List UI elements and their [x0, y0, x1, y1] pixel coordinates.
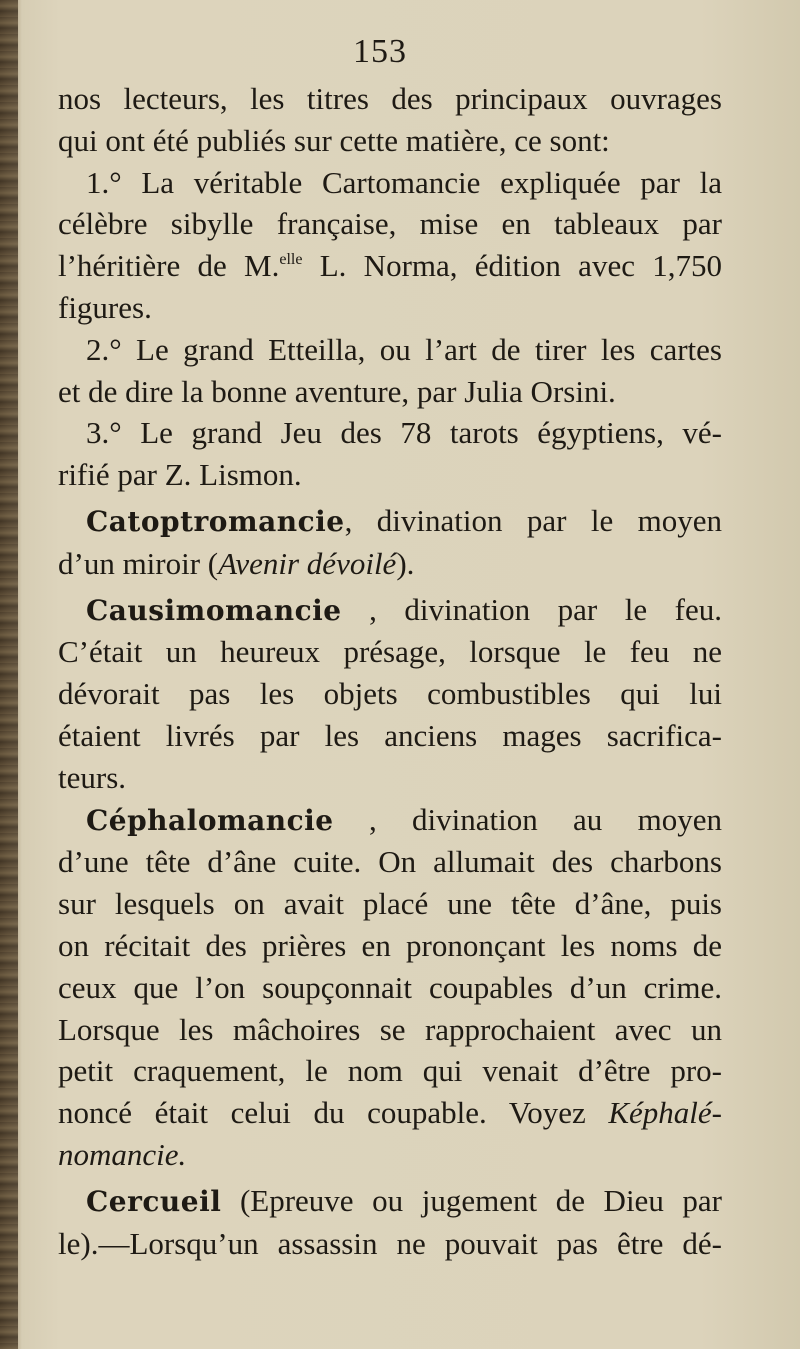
text-fragment: , divination par le moyen — [344, 502, 722, 538]
italic-reference: nomancie. — [58, 1136, 187, 1172]
italic-reference: Képhalé- — [608, 1095, 722, 1131]
text-line: 1.° La véritable Cartomancie expliquée par la — [86, 164, 722, 200]
entry-term: Catoptromancie — [86, 504, 345, 538]
text-fragment: l’héritière de M. — [58, 248, 280, 284]
book-spine-edge — [0, 0, 18, 1349]
text-line: ceux que l’on soupçonnait coupables d’un crime. — [58, 969, 722, 1005]
entry-term: Causimomancie — [86, 593, 342, 627]
text-line: et de dire la bonne aventure, par Julia Orsini. — [58, 373, 616, 409]
superscript: elle — [279, 251, 303, 269]
text-line — [58, 589, 722, 632]
text-line — [58, 1134, 722, 1176]
text-line — [58, 543, 722, 585]
text-fragment: d’un miroir ( — [58, 545, 219, 581]
text-line — [58, 500, 722, 543]
text-line — [58, 245, 722, 287]
entry-term: Céphalomancie — [86, 803, 334, 837]
text-fragment: L. Norma, édition avec 1,750 — [302, 248, 722, 284]
text-line: sur lesquels on avait placé une tête d’âne, puis — [58, 886, 722, 922]
text-line: le).—Lorsqu’un assassin ne pouvait pas être dé- — [58, 1225, 722, 1261]
text-line: C’était un heureux présage, lorsque le feu ne — [58, 634, 722, 670]
text-line: on récitait des prières en prononçant les noms de — [58, 927, 722, 963]
text-line: étaient livrés par les anciens mages sacrifica- — [58, 717, 722, 753]
text-line: figures. — [58, 289, 152, 325]
page-number: 153 — [353, 33, 407, 70]
text-fragment: , divination par le feu. — [341, 591, 722, 627]
text-line: célèbre sibylle française, mise en tableaux par — [58, 206, 722, 242]
text-line: qui ont été publiés sur cette matière, ce sont: — [58, 122, 610, 158]
text-line: nos lecteurs, les titres des principaux ouvrages — [58, 81, 722, 116]
text-line: 2.° Le grand Etteilla, ou l’art de tirer les cartes — [86, 331, 722, 367]
text-line: Lorsque les mâchoires se rapprochaient avec un — [58, 1011, 722, 1047]
text-line: rifié par Z. Lismon. — [58, 457, 302, 493]
text-line: 3.° Le grand Jeu des 78 tarots égyptiens, vé- — [86, 415, 722, 451]
text-fragment: noncé était celui du coupable. Voyez — [58, 1095, 609, 1131]
entry-term: Cercueil — [86, 1184, 222, 1218]
text-fragment: (Epreuve ou jugement de Dieu par — [221, 1182, 722, 1218]
text-fragment: , divination au moyen — [333, 801, 722, 837]
page-body-text — [58, 78, 722, 1264]
text-line — [58, 1180, 722, 1223]
text-fragment: ). — [396, 545, 415, 581]
text-line: dévorait pas les objets combustibles qui lui — [58, 676, 722, 712]
italic-reference: Avenir dévoilé — [218, 545, 397, 581]
text-line: teurs. — [58, 759, 127, 795]
text-line: d’une tête d’âne cuite. On allumait des charbons — [58, 844, 722, 880]
text-line — [58, 1092, 722, 1134]
text-line — [58, 799, 722, 842]
text-line: petit craquement, le nom qui venait d’être pro- — [58, 1053, 722, 1089]
